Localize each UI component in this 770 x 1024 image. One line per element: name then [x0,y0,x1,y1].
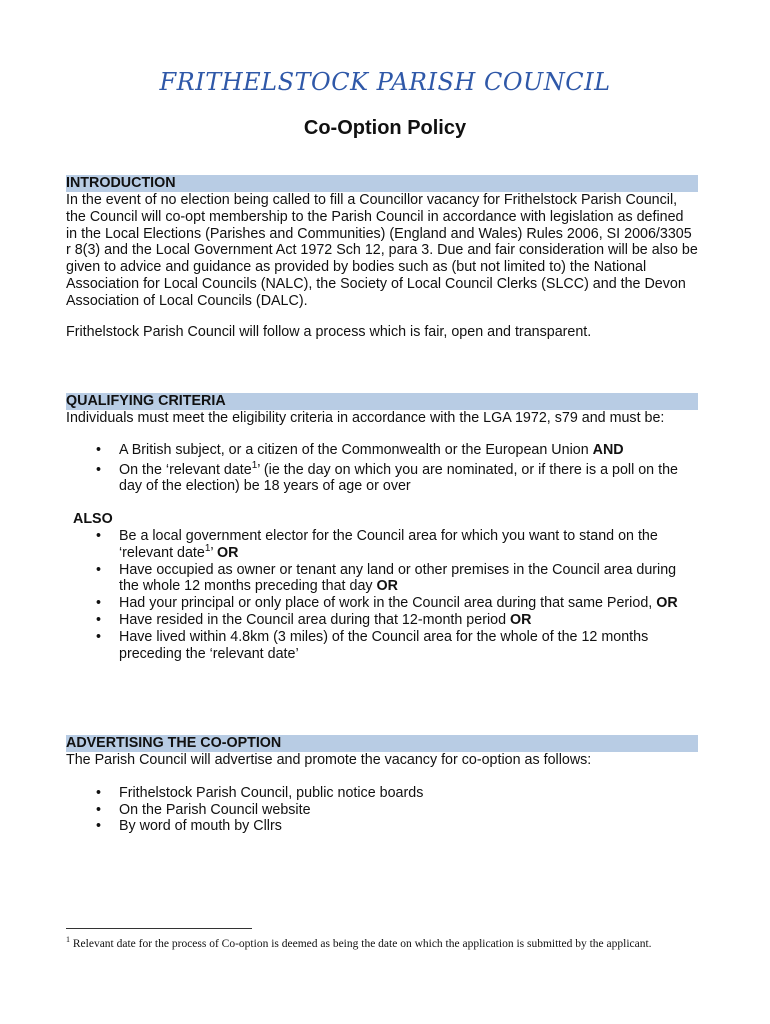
list-item: • By word of mouth by Cllrs [96,818,282,835]
policy-title: Co-Option Policy [303,117,467,139]
bullet-icon: • [96,595,102,612]
eligibility-list [66,442,698,495]
footnote-text: Relevant date for the process of Co-option is deemed as being the date on which the application is submitted by the applicant. [70,938,652,950]
qualifying-intro: Individuals must meet the eligibility criteria in accordance with the LGA 1972, s79 and must be: [66,410,665,426]
bullet-icon: • [96,784,102,801]
bullet-icon: • [96,628,102,645]
bullet-icon: • [96,801,102,818]
advertising-intro: The Parish Council will advertise and promote the vacancy for co-option as follows: [66,752,592,768]
list-item: • Have occupied as owner or tenant any land or other premises in the Council area during the whole 12 months preceding that day OR [96,561,677,595]
footnote-marker: 1 [66,935,70,945]
bullet-icon: • [96,561,102,578]
introduction-heading: INTRODUCTION [66,175,698,192]
list-item: • On the ‘relevant date$^1$’ (ie the day on which you are nominated, or if there is a poll on the day of the election) be 18 years of age or over [96,459,678,495]
fairness-paragraph: Frithelstock Parish Council will follow a process which is fair, open and transparent. [66,323,592,340]
list-item: • Have resided in the Council area during that 12-month period OR [96,611,532,628]
also-label: ALSO [73,511,113,528]
list-item: • Frithelstock Parish Council, public notice boards [96,784,424,801]
introduction-paragraph: In the event of no election being called to fill a Councillor vacancy for Frithelstock Parish Council, the Council will co-opt membership to the Parish Council in accordance with legislation as defined in the Local Elections (Parishes and Communities) (England and Wales) Rules 2006, SI 2006/3305 r 8(3) and the Local Government Act 1972 Sch 12, para 3. Due and fair consideration will be also be given to advice and guidance as provided by bodies such as (but not limited to) the National Association for Local Councils (NALC), the Society of Local Council Clerks (SLCC) and the Devon Association of Local Councils (DALC). [66,192,698,309]
bullet-icon: • [96,818,102,835]
list-item: • A British subject, or a citizen of the Commonwealth or the European Union AND [96,441,624,458]
qualifying-section [66,393,698,662]
list-item: • On the Parish Council website [96,801,311,818]
council-name: FRITHELSTOCK PARISH COUNCIL [159,68,611,96]
bullet-icon: • [96,461,102,478]
advertising-section [66,735,698,835]
introduction-section [66,175,698,340]
advertising-list [66,785,698,835]
bullet-icon: • [96,441,102,458]
advertising-heading: ADVERTISING THE CO-OPTION [66,735,698,752]
list-item: • Had your principal or only place of work in the Council area during that same Period, OR [96,595,678,612]
qualifying-heading: QUALIFYING CRITERIA [66,393,698,410]
list-item: • Have lived within 4.8km (3 miles) of the Council area for the whole of the 12 months preceding the ‘relevant date’ [96,628,649,662]
bullet-icon: • [96,527,102,544]
list-item: • Be a local government elector for the Council area for which you want to stand on the ‘relevant date$^1$’ OR [96,527,658,561]
footnote-divider [66,928,252,929]
also-list [66,528,698,662]
footnote [66,936,678,952]
footnote-ref: 1 [251,459,258,471]
bullet-icon: • [96,611,102,628]
footnote-ref: 1 [204,543,211,555]
